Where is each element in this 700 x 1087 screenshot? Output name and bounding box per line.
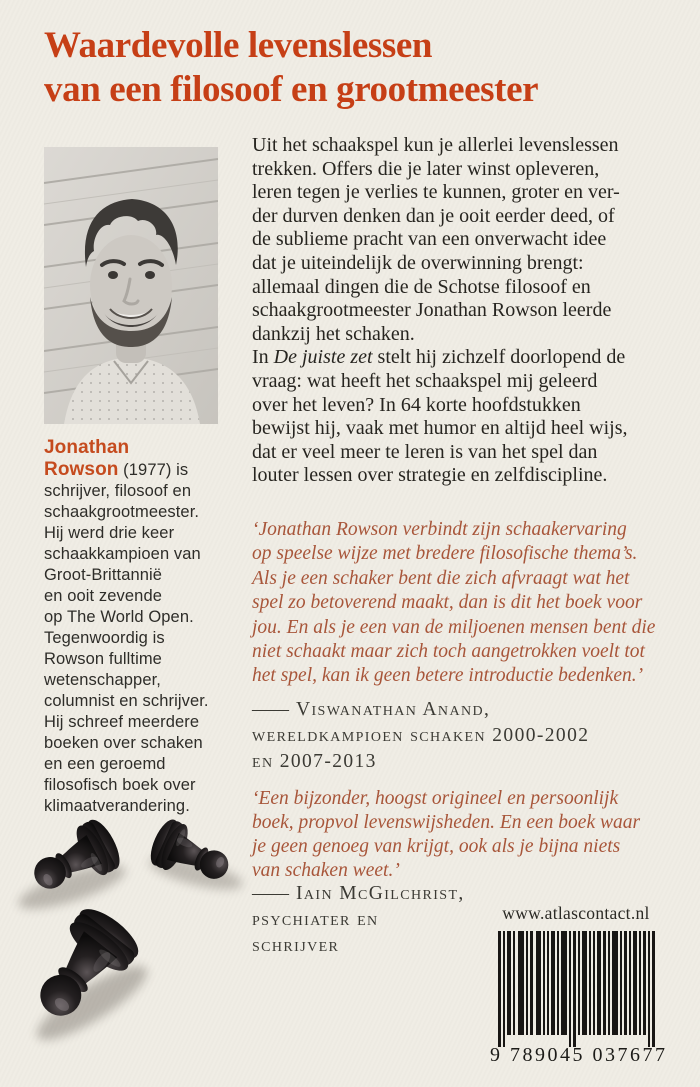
blurb-text: Uit het schaakspel kun je allerlei levenslessen trekken. Offers die je later winst opleveren, leren tegen je verlies te kunnen, groter en ver- der durven denken dan je ooit eerder deed, of de sublieme pracht van een onverwacht idee dat je uiteindelijk de overwinning brengt: allemaal dingen die de Schotse filosoof en schaakgrootmeester Jonathan Rowson leerde dankzij het schaken. In De juiste zet stelt hij zichzelf doorlopend de vraag: wat heeft het schaakspel mij geleerd over het leven? In 64 korte hoofdstukken bewijst hij, vaak met humor en altijd heel wijs, dat er veel meer te leren is van het spel dan louter lessen over strategie en zelfdiscipline. [252, 134, 628, 487]
attribution-anand [252, 697, 589, 775]
isbn-digits: 9 789045 037677 [490, 1044, 668, 1066]
attribution-role: wereldkampioen schaken 2000-2002 en 2007-2013 [252, 725, 590, 772]
attribution-role: psychiater en schrijver [252, 909, 379, 956]
barcode-icon [490, 931, 662, 1047]
quote-anand: ‘Jonathan Rowson verbindt zijn schaakervaring op speelse wijze met bredere filosofische thema’s. Als je een schaker bent die zich afvraagt wat het spel zo betoverend maakt, dan is dit het boek voor jou. En als je een van de miljoenen mensen bent die niet schaakt maar zich toch aangetrokken voelt tot het spel, kan ik geen betere introductie bedenken.’ [252, 519, 656, 687]
author-bio: Jonathan Rowson (1977) is schrijver, filosoof en schaakgrootmeester. Hij werd drie keer schaakkampioen van Groot-Brittannië en ooit zevende op The World Open. Tegenwoordig is Rowson fulltime wetenschapper, columnist en schrijver. Hij schreef meerdere boeken over schaken en een geroemd filosofisch boek over klimaatverandering. [44, 437, 209, 815]
em-dash: —— [252, 883, 287, 904]
chess-pawns-graphic [0, 795, 300, 1087]
author-photo-graphic [44, 147, 218, 424]
author-photo [44, 147, 218, 424]
chess-pawns-photo [0, 795, 300, 1087]
cover-title: Waardevolle levenslessen van een filosoof en grootmeester [44, 25, 539, 110]
attribution-name: —— Iain McGilchrist, [252, 883, 465, 904]
publisher-website: www.atlascontact.nl [502, 903, 650, 923]
isbn-barcode [490, 931, 668, 1067]
em-dash: —— [252, 699, 287, 720]
quote-mcgilchrist: ‘Een bijzonder, hoogst origineel en persoonlijk boek, propvol levenswijsheden. En een boek waar je geen genoeg van krijgt, ook als je bijna niets van schaken weet.’ [252, 788, 641, 881]
attribution-name: —— Viswanathan Anand, [252, 699, 491, 720]
